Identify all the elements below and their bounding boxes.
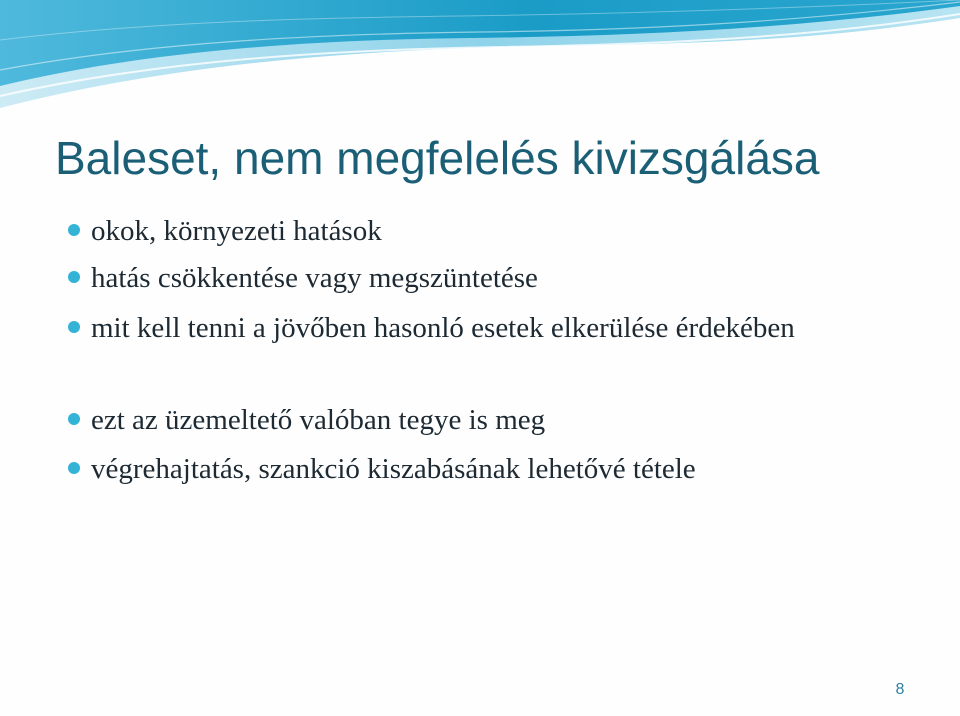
bullet-item [91,210,921,253]
page-number: 8 [895,681,905,698]
bullet-dot-icon [68,271,80,283]
bullet-item [91,257,921,300]
bullet-dot-icon [68,462,80,474]
bullet-dot-icon [68,413,80,425]
bullet-text: ezt az üzemeltető valóban tegye is meg [91,404,546,436]
bullet-dot-icon [68,224,80,236]
bullet-dot-icon [68,321,80,333]
bullet-item [91,448,921,491]
bullet-text: okok, környezeti hatások [91,215,382,247]
bullet-text: mit kell tenni a jövőben hasonló esetek elkerülése érdekében [91,312,795,344]
bullet-text: hatás csökkentése vagy megszüntetése [91,262,538,294]
bullet-item [91,399,921,442]
bullet-item [91,307,921,350]
bullet-text: végrehajtatás, szankció kiszabásának lehetővé tétele [91,453,696,485]
slide-title: Baleset, nem megfelelés kivizsgálása [55,132,820,184]
